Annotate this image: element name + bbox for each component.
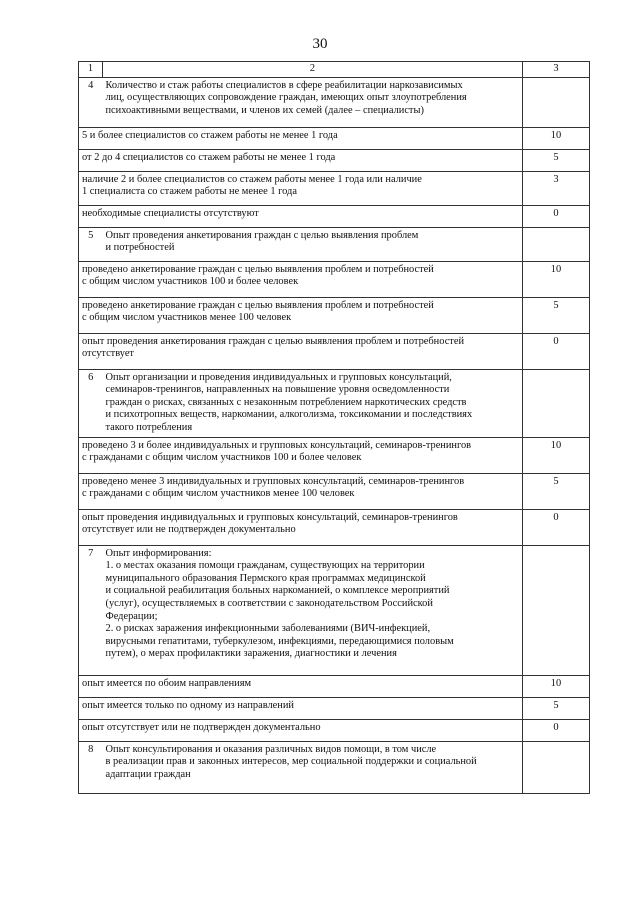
option-score: 0 <box>523 509 590 545</box>
option-score: 5 <box>523 297 590 333</box>
option-score: 10 <box>523 127 590 149</box>
option-text: от 2 до 4 специалистов со стажем работы не менее 1 года <box>79 149 523 171</box>
criterion-text: Опыт организации и проведения индивидуальных и групповых консультаций, семинаров-тренингов, направленных на повышение уровня осведомленности граждан о рисках, связанных с незаконным потреблением наркотических средств и психотропных веществ, наркомании, алкоголизма, токсикомании и последствиях такого потребления <box>103 369 523 437</box>
option-score: 3 <box>523 171 590 205</box>
option-text: опыт отсутствует или не подтвержден документально <box>79 719 523 741</box>
option-row <box>79 149 590 171</box>
header-col-3: 3 <box>523 62 590 78</box>
option-score: 0 <box>523 333 590 369</box>
option-row <box>79 261 590 297</box>
page-number: 30 <box>312 36 328 52</box>
table-header-row <box>79 62 590 78</box>
criterion-text: Количество и стаж работы специалистов в сфере реабилитации наркозависимых лиц, осуществляющих сопровождение граждан, имеющих опыт злоупотребления психоактивными веществами, и членов их семей (далее – специалисты) <box>103 77 523 127</box>
criterion-row <box>79 227 590 261</box>
option-text: опыт имеется только по одному из направлений <box>79 697 523 719</box>
option-score: 5 <box>523 697 590 719</box>
option-row <box>79 437 590 473</box>
option-text: опыт проведения анкетирования граждан с целью выявления проблем и потребностей отсутствует <box>79 333 523 369</box>
option-row <box>79 509 590 545</box>
criterion-row <box>79 77 590 127</box>
criterion-score-cell <box>523 545 590 675</box>
option-score: 5 <box>523 473 590 509</box>
criterion-score-cell <box>523 77 590 127</box>
criterion-text: Опыт проведения анкетирования граждан с целью выявления проблем и потребностей <box>103 227 523 261</box>
option-text: 5 и более специалистов со стажем работы не менее 1 года <box>79 127 523 149</box>
option-text: необходимые специалисты отсутствуют <box>79 205 523 227</box>
criterion-row <box>79 545 590 675</box>
option-text: опыт имеется по обоим направлениям <box>79 675 523 697</box>
criterion-row <box>79 369 590 437</box>
option-score: 5 <box>523 149 590 171</box>
option-score: 10 <box>523 675 590 697</box>
option-text: наличие 2 и более специалистов со стажем работы менее 1 года или наличие 1 специалиста со стажем работы не менее 1 года <box>79 171 523 205</box>
criterion-number: 8 <box>79 741 103 793</box>
option-score: 0 <box>523 205 590 227</box>
criterion-score-cell <box>523 369 590 437</box>
option-row <box>79 333 590 369</box>
option-text: проведено менее 3 индивидуальных и групповых консультаций, семинаров-тренингов с гражданами с общим числом участников менее 100 человек <box>79 473 523 509</box>
header-col-1: 1 <box>79 62 103 78</box>
option-text: проведено анкетирование граждан с целью выявления проблем и потребностей с общим числом участников менее 100 человек <box>79 297 523 333</box>
option-row <box>79 697 590 719</box>
criterion-row <box>79 741 590 793</box>
option-row <box>79 719 590 741</box>
option-row <box>79 205 590 227</box>
criterion-text: Опыт консультирования и оказания различных видов помощи, в том числе в реализации прав и законных интересов, мер социальной поддержки и социальной адаптации граждан <box>103 741 523 793</box>
criterion-number: 7 <box>79 545 103 675</box>
option-row <box>79 127 590 149</box>
criteria-table <box>78 61 590 794</box>
header-col-2: 2 <box>103 62 523 78</box>
criterion-score-cell <box>523 227 590 261</box>
option-text: проведено анкетирование граждан с целью выявления проблем и потребностей с общим числом участников 100 и более человек <box>79 261 523 297</box>
criterion-number: 5 <box>79 227 103 261</box>
criterion-number: 4 <box>79 77 103 127</box>
option-text: опыт проведения индивидуальных и групповых консультаций, семинаров-тренингов отсутствует или не подтвержден документально <box>79 509 523 545</box>
criterion-text: Опыт информирования: 1. о местах оказания помощи гражданам, существующих на территории муниципального образования Пермского края программах медицинской и социальной реабилитация больных наркоманией, о комплексе мероприятий (услуг), осуществляемых в соответствии с законодательством Российской Федерации; 2. о рисках заражения инфекционными заболеваниями (ВИЧ-инфекцией, вирусными гепатитами, туберкулезом, инфекциями, передающимися половым путем), о мерах профилактики заражения, диагностики и лечения <box>103 545 523 675</box>
option-row <box>79 473 590 509</box>
option-row <box>79 171 590 205</box>
option-text: проведено 3 и более индивидуальных и групповых консультаций, семинаров-тренингов с гражданами с общим числом участников 100 и более человек <box>79 437 523 473</box>
criterion-number: 6 <box>79 369 103 437</box>
option-score: 0 <box>523 719 590 741</box>
option-score: 10 <box>523 261 590 297</box>
option-row <box>79 297 590 333</box>
option-row <box>79 675 590 697</box>
criterion-score-cell <box>523 741 590 793</box>
option-score: 10 <box>523 437 590 473</box>
